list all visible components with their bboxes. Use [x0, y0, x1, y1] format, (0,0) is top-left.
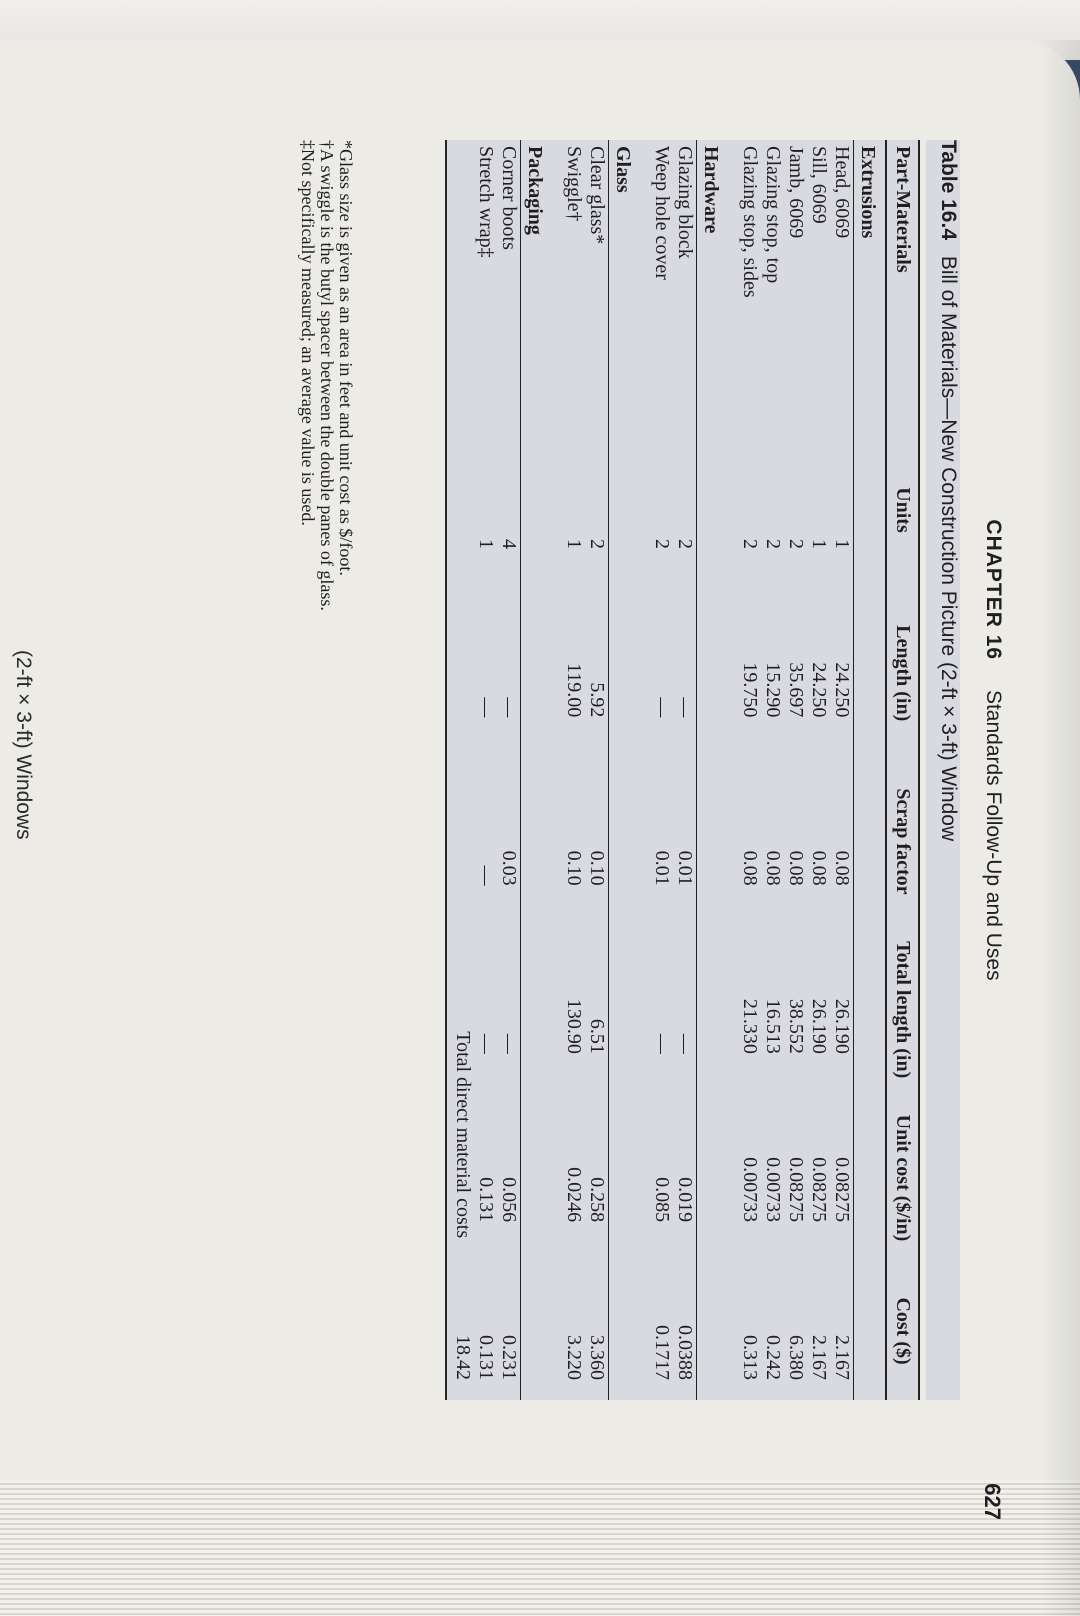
- table-cell: 0.08275: [808, 1157, 830, 1223]
- column-header: Total length (in): [886, 926, 919, 1094]
- table-cell: Clear glass*: [586, 146, 608, 245]
- table-cell: 0.056: [498, 1177, 520, 1223]
- chapter-heading: [981, 60, 1005, 1440]
- column-header: Part-Materials: [886, 140, 919, 431]
- table-cell: 2.167: [831, 1335, 853, 1380]
- table-cell: 0.085: [651, 1177, 673, 1223]
- table-cell: 0.08: [762, 850, 784, 886]
- table-cell: 0.08275: [785, 1157, 807, 1223]
- table-cell: 1: [475, 539, 497, 550]
- section-title: Hardware: [697, 140, 729, 1400]
- table-cell: Head, 6069: [831, 146, 853, 239]
- table-cell: —: [498, 1033, 520, 1054]
- running-header: [973, 60, 1005, 1520]
- table-cell: 0.131: [475, 1335, 497, 1380]
- table-cell: 4: [498, 539, 520, 550]
- table-cell: 0.00733: [739, 1157, 761, 1223]
- table-cell: 130.90: [563, 998, 585, 1054]
- table-cell: 0.258: [586, 1177, 608, 1223]
- table-cell: 15.290: [762, 662, 784, 718]
- table-cell: 0.01: [674, 850, 696, 886]
- table-cell: 38.552: [785, 998, 807, 1054]
- table-row: [784, 140, 807, 1400]
- table-cell: 16.513: [762, 998, 784, 1054]
- footnote: †A swiggle is the butyl spacer between the double panes of glass.: [317, 140, 337, 611]
- table-cell: 0.03: [498, 850, 520, 886]
- table-cell: 2: [785, 539, 807, 550]
- footnote: *Glass size is given as an area in feet and unit cost as $/foot.: [336, 140, 356, 576]
- table-cell: —: [674, 697, 696, 718]
- table-cell: Stretch wrap‡: [475, 146, 497, 258]
- table-cell: 0.08: [739, 850, 761, 886]
- table-cell: 6.380: [785, 1335, 807, 1380]
- table-cell: 119.00: [563, 663, 585, 718]
- chapter-title: Standards Follow-Up and Uses: [982, 689, 1005, 981]
- table-cell: 21.330: [739, 998, 761, 1054]
- table-cell: 0.08: [785, 850, 807, 886]
- section-header-row: [854, 140, 887, 1400]
- table-cell: 2: [762, 539, 784, 550]
- table-cell: —: [651, 697, 673, 718]
- table-cell: 24.250: [808, 662, 830, 718]
- total-row: [446, 140, 474, 1400]
- bill-of-materials-table: [445, 140, 920, 1400]
- table-cell: 0.131: [475, 1177, 497, 1223]
- table-cell: 0.313: [739, 1335, 761, 1380]
- section-title: Extrusions: [854, 140, 887, 1400]
- table-cell: 0.0246: [563, 1167, 585, 1223]
- table-cell: 24.250: [831, 662, 853, 718]
- total-value: 18.42: [446, 1262, 474, 1400]
- table-cell: 0.08: [808, 850, 830, 886]
- table-title: Bill of Materials—New Construction Picture (2-ft × 3-ft) Window: [937, 255, 960, 842]
- table-cell: 0.019: [674, 1177, 696, 1223]
- section-header-row: [609, 140, 641, 1400]
- column-header: Length (in): [886, 589, 919, 757]
- page-number: 627: [980, 1483, 1005, 1520]
- section-title: Glass: [609, 140, 641, 1400]
- table-row: [474, 140, 497, 1400]
- table-number: Table 16.4: [937, 140, 960, 240]
- table-cell: 2: [586, 539, 608, 550]
- table-cell: 0.00733: [762, 1157, 784, 1223]
- footnote: ‡Not specifically measured; an average value is used.: [298, 140, 318, 526]
- table-cell: 5.92: [586, 682, 608, 718]
- table-cell: —: [674, 1033, 696, 1054]
- table-row: [807, 140, 830, 1400]
- table-cell: Corner boots: [498, 146, 520, 250]
- table-cell: —: [498, 697, 520, 718]
- table-row: [585, 140, 609, 1400]
- table-header-row: [886, 140, 919, 1400]
- table-cell: 0.08275: [831, 1157, 853, 1223]
- table-cell: 0.01: [651, 850, 673, 886]
- table-cell: Jamb, 6069: [785, 146, 807, 239]
- table-cell: —: [475, 865, 497, 886]
- total-label: Total direct material costs: [446, 140, 474, 1262]
- table-cell: Swiggle†: [563, 146, 585, 222]
- table-cell: Glazing stop, sides: [739, 146, 761, 298]
- table-cell: 0.1717: [651, 1325, 673, 1380]
- table-body: [446, 140, 886, 1400]
- table-cell: Glazing stop, top: [762, 146, 784, 284]
- table-cell: 1: [563, 539, 585, 550]
- table-cell: 19.750: [739, 662, 761, 718]
- section-spacer: [640, 140, 650, 1400]
- column-header: Unit cost ($/in): [886, 1094, 919, 1262]
- table-row: [562, 140, 585, 1400]
- table-caption: [926, 140, 960, 1400]
- column-header: Scrap factor: [886, 757, 919, 925]
- table-cell: Weep hole cover: [651, 146, 673, 280]
- table-row: [673, 140, 697, 1400]
- table-cell: 26.190: [831, 998, 853, 1054]
- table-cell: 0.08: [831, 850, 853, 886]
- table-cell: 2: [739, 539, 761, 550]
- section-header-row: [697, 140, 729, 1400]
- table-cell: 0.10: [563, 850, 585, 886]
- section-spacer: [728, 140, 738, 1400]
- table-cell: 3.360: [586, 1335, 608, 1380]
- table-cell: Glazing block: [674, 146, 696, 259]
- footnotes: [298, 140, 355, 1140]
- section-spacer: [552, 140, 562, 1400]
- table-cell: 0.10: [586, 850, 608, 886]
- table-row: [761, 140, 784, 1400]
- table-cell: 2: [674, 539, 696, 550]
- cut-off-heading: (2-ft × 3-ft) Windows: [12, 650, 35, 840]
- table-cell: Sill, 6069: [808, 146, 830, 224]
- chapter-label: CHAPTER 16: [982, 519, 1005, 661]
- table-cell: 0.231: [498, 1335, 520, 1380]
- table-row: [830, 140, 854, 1400]
- table-cell: 1: [808, 539, 830, 550]
- table-cell: 3.220: [563, 1335, 585, 1380]
- table-cell: 2.167: [808, 1335, 830, 1380]
- table-row: [650, 140, 673, 1400]
- table-cell: —: [475, 697, 497, 718]
- table-cell: 6.51: [586, 1018, 608, 1054]
- table-cell: 35.697: [785, 662, 807, 718]
- table-cell: 0.0388: [674, 1325, 696, 1380]
- table-cell: 26.190: [808, 998, 830, 1054]
- section-header-row: [521, 140, 553, 1400]
- column-header: Units: [886, 431, 919, 589]
- table-cell: —: [475, 1033, 497, 1054]
- table-cell: 0.242: [762, 1335, 784, 1380]
- table-cell: —: [651, 1033, 673, 1054]
- section-title: Packaging: [521, 140, 553, 1400]
- table-row: [738, 140, 761, 1400]
- column-header: Cost ($): [886, 1262, 919, 1400]
- table-row: [497, 140, 521, 1400]
- table-cell: 2: [651, 539, 673, 550]
- table-cell: 1: [831, 539, 853, 550]
